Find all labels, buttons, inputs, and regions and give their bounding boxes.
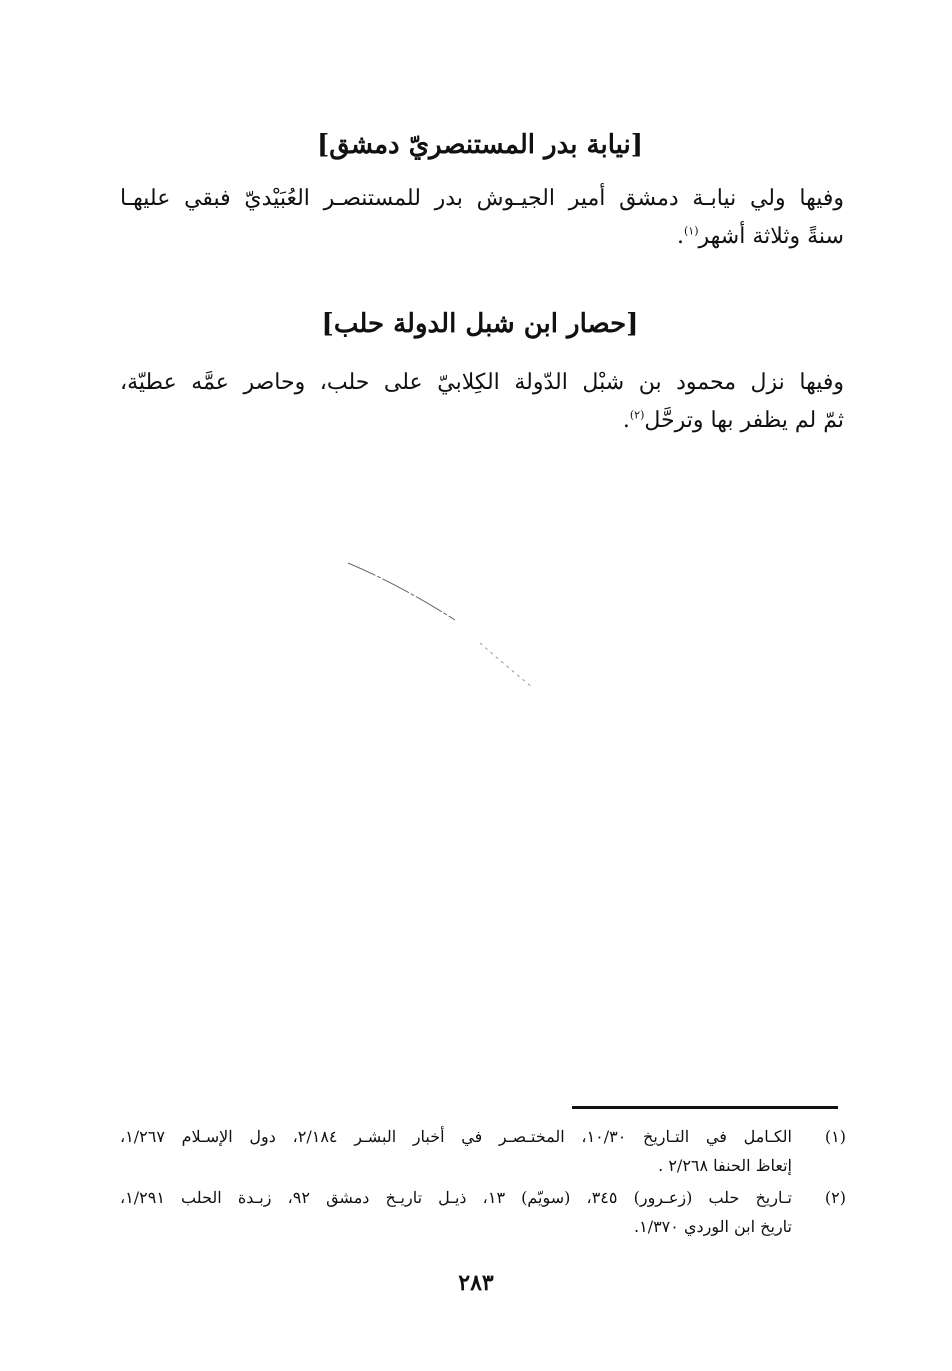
footnote-line: تـاريخ حلب (زعـرور) ٣٤٥، (سويّم) ١٣، ذيـل تاريـخ دمشق ٩٢، زبـدة الحلب ١/٢٩١،	[120, 1188, 792, 1207]
footnote-number: (٢)	[824, 1188, 846, 1207]
paragraph-siege-aleppo	[120, 364, 844, 440]
footnote-line: تاريخ ابن الوردي ١/٣٧٠.	[634, 1217, 792, 1236]
section-heading-siege-aleppo: [حصار ابن شبل الدولة حلب]	[321, 309, 639, 339]
paragraph-line-last	[120, 402, 844, 440]
footnote-reference-2[interactable]: (٢)	[629, 408, 645, 422]
footnote-line: إتعاظ الحنفا ٢/٢٦٨ .	[658, 1156, 792, 1175]
footnote-reference-1[interactable]: (١)	[684, 224, 699, 238]
page-number: ٢٨٣	[458, 1270, 494, 1296]
footnote-line: الكـامل في التـاريخ ١٠/٣٠، المختـصـر في أخبار البشـر ٢/١٨٤، دول الإسـلام ١/٢٦٧،	[120, 1127, 792, 1146]
paragraph-line: وفيها نزل محمود بن شبْل الدّولة الكِلابيّ على حلب، وحاصر عمَّه عطيّة،	[120, 370, 844, 395]
sentence-end: .	[677, 224, 684, 249]
footnote-body	[120, 1122, 792, 1180]
paragraph-line-text: سنةً وثلاثة أشهر	[698, 224, 844, 249]
paragraph-badr-damascus	[120, 180, 844, 256]
paragraph-line: وفيها ولي نيابـة دمشق أمير الجيـوش بدر للمستنصـر العُبَيْديّ فبقي عليهـا	[120, 186, 844, 211]
section-heading-badr-damascus: [نيابة بدر المستنصريّ دمشق]	[316, 130, 644, 160]
footnote-body	[120, 1183, 792, 1241]
footnote-separator	[572, 1106, 838, 1109]
paragraph-line-last	[120, 218, 844, 256]
paragraph-line-text: ثمّ لم يظفر بها وترحَّل	[644, 408, 844, 433]
sentence-end: .	[622, 408, 630, 433]
footnote-number: (١)	[824, 1127, 846, 1146]
scan-artifact-line	[340, 555, 550, 695]
